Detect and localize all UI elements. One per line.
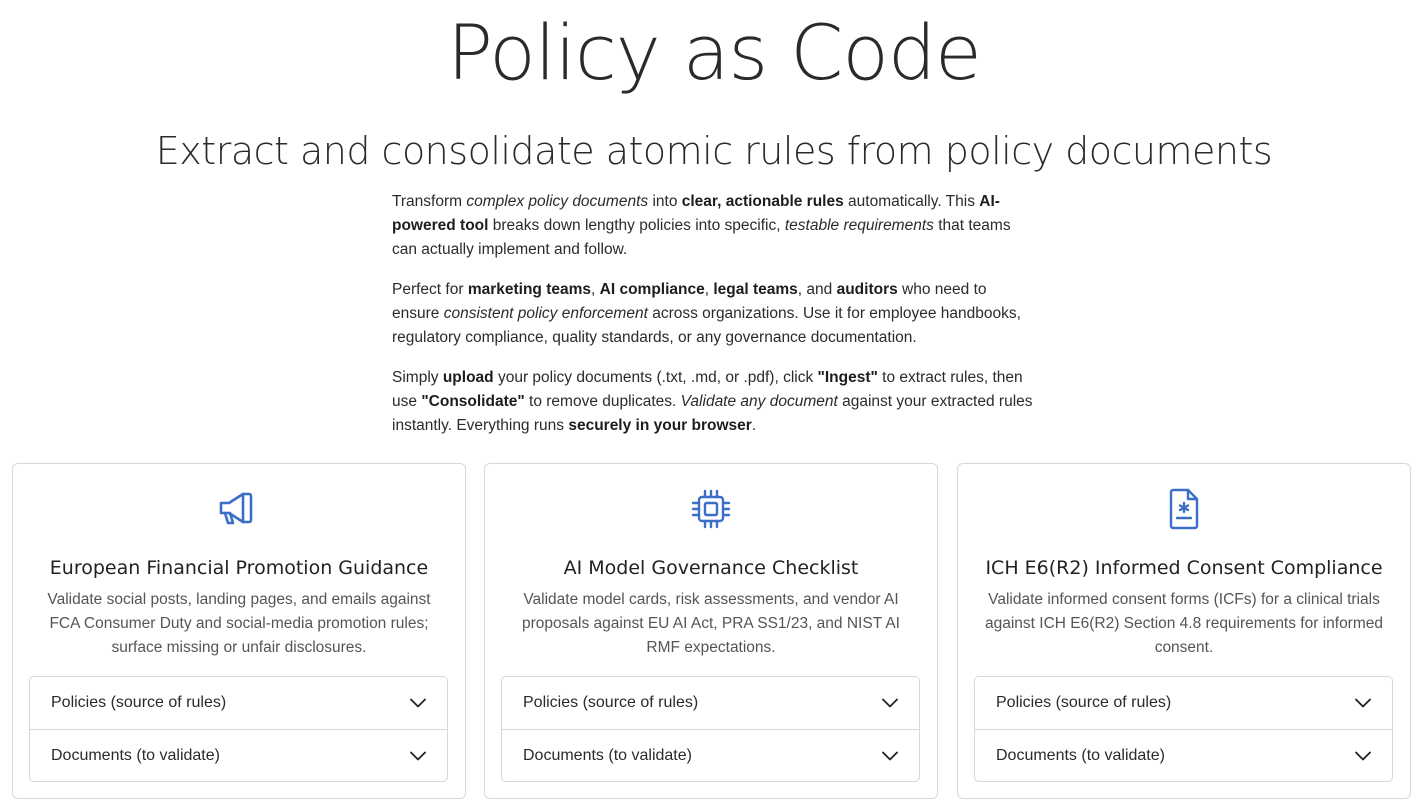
intro-text-run: "Consolidate" (421, 393, 525, 410)
intro-text-run: Simply (392, 369, 443, 386)
policies-accordion-label: Policies (source of rules) (51, 694, 227, 711)
intro-text-run: AI-powered tool (392, 193, 1000, 234)
intro-paragraph-1 (392, 190, 1034, 262)
intro-paragraph-2 (392, 278, 1034, 350)
intro-text-run: securely in your browser (568, 417, 752, 434)
megaphone-icon (13, 488, 465, 530)
intro-text-run: , (591, 281, 600, 298)
intro-text-run: that teams can actually implement and follow. (392, 217, 1011, 258)
documents-accordion-toggle[interactable] (975, 729, 1392, 781)
card-description: Validate social posts, landing pages, and emails against FCA Consumer Duty and social-media promotion rules; surface missing or unfair disclosures. (47, 591, 431, 656)
intro-text (392, 190, 1034, 454)
chevron-down-icon (881, 747, 899, 765)
intro-text-run: legal teams (713, 281, 798, 298)
intro-text-run: Perfect for (392, 281, 468, 298)
policies-accordion-toggle[interactable] (502, 677, 919, 729)
intro-text-run: marketing teams (467, 281, 592, 298)
card-accordion (501, 676, 920, 782)
intro-text-run: to extract rules, then use (392, 369, 1023, 410)
intro-text-run: "Ingest" (817, 369, 878, 386)
card-accordion (974, 676, 1393, 782)
page-title: Policy as Code (447, 8, 981, 97)
intro-text-run: upload (442, 369, 494, 386)
chevron-down-icon (409, 694, 427, 712)
intro-text-run: into (648, 193, 682, 210)
chevron-down-icon (1354, 747, 1372, 765)
documents-accordion-label: Documents (to validate) (51, 747, 220, 764)
card-title: European Financial Promotion Guidance (49, 557, 429, 579)
page-subtitle: Extract and consolidate atomic rules from policy documents (155, 129, 1273, 173)
medical-document-icon (958, 488, 1410, 530)
documents-accordion-toggle[interactable] (30, 729, 447, 781)
documents-accordion-toggle[interactable] (502, 729, 919, 781)
documents-accordion-label: Documents (to validate) (996, 747, 1165, 764)
card-informed-consent[interactable] (957, 463, 1411, 799)
chevron-down-icon (409, 747, 427, 765)
policies-accordion-label: Policies (source of rules) (996, 694, 1172, 711)
card-ai-governance[interactable] (484, 463, 938, 799)
card-title: ICH E6(R2) Informed Consent Compliance (985, 557, 1383, 579)
intro-text-run: who need to ensure (392, 281, 987, 322)
intro-text-run: your policy documents (.txt, .md, or .pdf), click (493, 369, 818, 386)
cpu-chip-icon (485, 488, 937, 530)
intro-text-run: AI compliance (599, 281, 705, 298)
policies-accordion-toggle[interactable] (975, 677, 1392, 729)
intro-text-run: to remove duplicates. (524, 393, 681, 410)
policies-accordion-label: Policies (source of rules) (523, 694, 699, 711)
chevron-down-icon (1354, 694, 1372, 712)
intro-text-run: consistent policy enforcement (443, 305, 648, 322)
policies-accordion-toggle[interactable] (30, 677, 447, 729)
intro-text-run: complex policy documents (466, 193, 649, 210)
intro-text-run: Transform (392, 193, 467, 210)
card-financial-promotion[interactable] (12, 463, 466, 799)
intro-text-run: auditors (836, 281, 898, 298)
intro-text-run: breaks down lengthy policies into specific, (488, 217, 785, 234)
intro-text-run: Validate any document (680, 393, 838, 410)
intro-paragraph-3 (392, 366, 1034, 438)
intro-text-run: , and (797, 281, 837, 298)
card-description: Validate informed consent forms (ICFs) for a clinical trials against ICH E6(R2) Section 4.8 requirements for informed consent. (984, 591, 1383, 656)
intro-text-run: , (704, 281, 714, 298)
chevron-down-icon (881, 694, 899, 712)
intro-text-run: testable requirements (784, 217, 934, 234)
intro-text-run: clear, actionable rules (681, 193, 844, 210)
intro-text-run: . (751, 417, 757, 434)
card-description: Validate model cards, risk assessments, and vendor AI proposals against EU AI Act, PRA SS1/23, and NIST AI RMF expectations. (522, 591, 900, 656)
card-accordion (29, 676, 448, 782)
intro-text-run: against your extracted rules instantly. Everything runs (392, 393, 1033, 434)
documents-accordion-label: Documents (to validate) (523, 747, 692, 764)
intro-text-run: across organizations. Use it for employee handbooks, regulatory compliance, quality standards, or any governance documentation. (392, 305, 1021, 346)
intro-text-run: automatically. This (843, 193, 980, 210)
card-title: AI Model Governance Checklist (563, 557, 859, 579)
example-cards (12, 463, 1414, 804)
